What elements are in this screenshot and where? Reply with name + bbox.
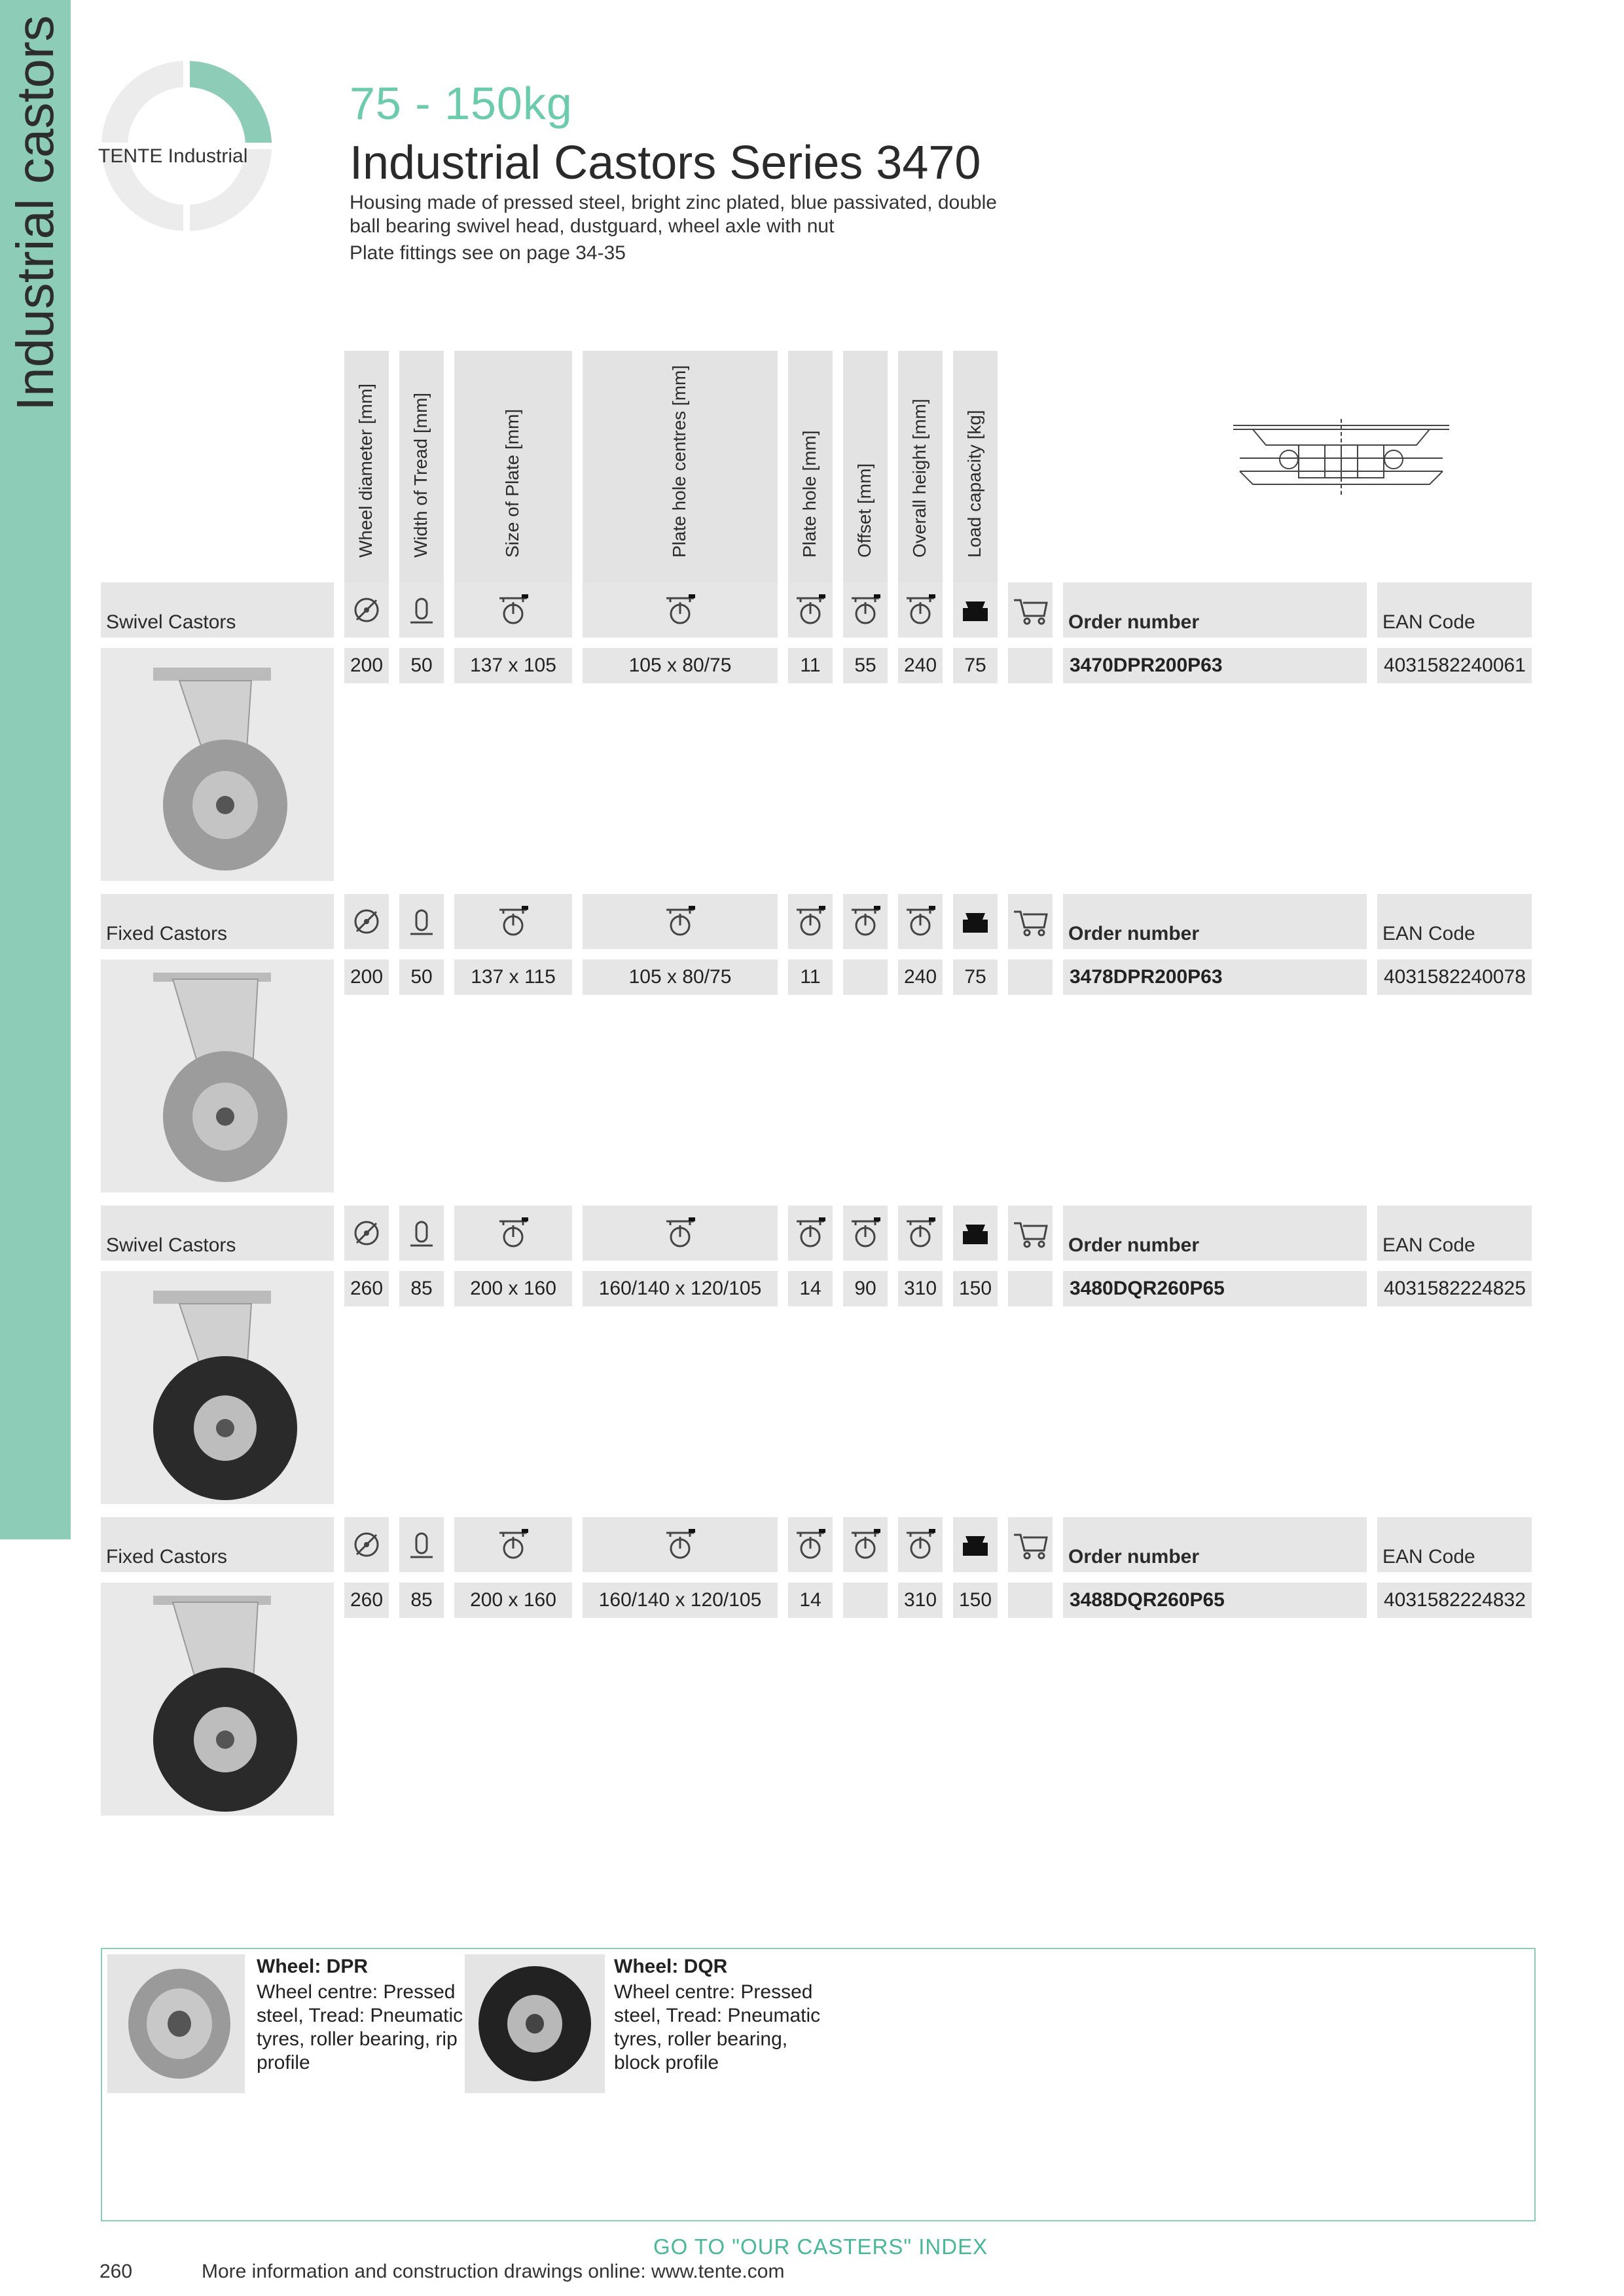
order-number-cell: 3470DPR200P63 — [1063, 648, 1367, 683]
plate-hole-centres-icon — [583, 894, 778, 949]
tread-width-icon — [399, 1517, 444, 1572]
load-capacity-icon — [953, 1206, 998, 1261]
order-number-header: Order number — [1063, 894, 1367, 949]
plate-hole-centres-icon — [583, 1517, 778, 1572]
load-capacity-icon — [953, 583, 998, 637]
table-cell-hole-centres: 105 x 80/75 — [583, 960, 778, 995]
ean-code-cell: 4031582240078 — [1377, 960, 1532, 995]
text-line: block profile — [614, 2052, 719, 2073]
table-cell-plate-hole: 11 — [788, 960, 833, 995]
column-header-plate-hole — [788, 351, 833, 584]
construction-drawing-icon — [1227, 419, 1456, 497]
wheel-diameter-icon — [344, 1517, 389, 1572]
page-number: 260 — [99, 2261, 133, 2282]
product-type-label: Swivel Castors — [101, 583, 334, 637]
column-header-plate-hole-centres — [583, 351, 778, 584]
table-cell-plate-size: 200 x 160 — [454, 1583, 572, 1618]
table-cell-overall-height: 240 — [898, 960, 943, 995]
table-cell-empty — [1008, 648, 1053, 683]
table-cell-overall-height: 310 — [898, 1271, 943, 1306]
trolley-icon — [1008, 583, 1053, 637]
column-label: Wheel diameter [mm] — [355, 383, 376, 558]
order-number-header: Order number — [1063, 583, 1367, 637]
table-cell-tread-width: 50 — [399, 960, 444, 995]
ean-code-header: EAN Code — [1377, 894, 1532, 949]
wheel-dqr-photo — [465, 1954, 605, 2093]
table-cell-offset: 90 — [843, 1271, 888, 1306]
ean-code-cell: 4031582224825 — [1377, 1271, 1532, 1306]
table-cell-plate-hole: 14 — [788, 1271, 833, 1306]
trolley-icon — [1008, 894, 1053, 949]
plate-hole-icon — [788, 894, 833, 949]
plate-size-icon — [454, 894, 572, 949]
offset-icon — [843, 894, 888, 949]
table-cell-tread-width: 50 — [399, 648, 444, 683]
order-number-cell: 3488DQR260P65 — [1063, 1583, 1367, 1618]
ean-code-header: EAN Code — [1377, 583, 1532, 637]
castor-photo — [101, 1583, 334, 1816]
load-capacity-icon — [953, 1517, 998, 1572]
text-line: Wheel centre: Pressed — [257, 1981, 456, 2003]
table-cell-empty — [1008, 960, 1053, 995]
column-label: Offset [mm] — [854, 463, 875, 558]
column-header-wheel-diameter — [344, 351, 389, 584]
table-cell-load-capacity: 75 — [953, 960, 998, 995]
column-label: Overall height [mm] — [909, 399, 929, 558]
table-cell-overall-height: 310 — [898, 1583, 943, 1618]
overall-height-icon — [898, 1517, 943, 1572]
plate-hole-icon — [788, 1206, 833, 1261]
wheel-dqr-title: Wheel: DQR — [614, 1956, 728, 1977]
table-cell-tread-width: 85 — [399, 1583, 444, 1618]
casters-index-link[interactable]: GO TO "OUR CASTERS" INDEX — [653, 2234, 988, 2259]
column-label: Plate hole centres [mm] — [669, 365, 689, 558]
overall-height-icon — [898, 894, 943, 949]
plate-size-icon — [454, 1517, 572, 1572]
table-cell-tread-width: 85 — [399, 1271, 444, 1306]
table-cell-plate-hole: 14 — [788, 1583, 833, 1618]
column-header-overall-height — [898, 351, 943, 584]
castor-photo — [101, 960, 334, 1193]
trolley-icon — [1008, 1517, 1053, 1572]
plate-size-icon — [454, 583, 572, 637]
footer-info: More information and construction drawings online: www.tente.com — [202, 2261, 785, 2282]
table-cell-hole-centres: 105 x 80/75 — [583, 648, 778, 683]
column-label: Plate hole [mm] — [799, 430, 820, 558]
table-cell-plate-size: 137 x 115 — [454, 960, 572, 995]
ean-code-header: EAN Code — [1377, 1206, 1532, 1261]
wheel-diameter-icon — [344, 894, 389, 949]
offset-icon — [843, 583, 888, 637]
plate-hole-centres-icon — [583, 1206, 778, 1261]
column-label: Size of Plate [mm] — [502, 408, 522, 558]
table-cell-offset — [843, 960, 888, 995]
wheel-legend-panel — [101, 1948, 1536, 2221]
tread-width-icon — [399, 583, 444, 637]
table-cell-plate-size: 137 x 105 — [454, 648, 572, 683]
sidebar-title: Industrial castors — [6, 15, 64, 411]
table-cell-offset: 55 — [843, 648, 888, 683]
text-line: steel, Tread: Pneumatic — [257, 2005, 463, 2026]
table-cell-hole-centres: 160/140 x 120/105 — [583, 1271, 778, 1306]
text-line: Wheel centre: Pressed — [614, 1981, 813, 2003]
ean-code-cell: 4031582224832 — [1377, 1583, 1532, 1618]
table-cell-offset — [843, 1583, 888, 1618]
weight-range: 75 - 150kg — [350, 78, 573, 129]
offset-icon — [843, 1206, 888, 1261]
wheel-dqr-description — [614, 1981, 820, 2075]
plate-hole-icon — [788, 1517, 833, 1572]
table-cell-empty — [1008, 1271, 1053, 1306]
wheel-dpr-title: Wheel: DPR — [257, 1956, 369, 1977]
wheel-dpr-description — [257, 1981, 463, 2075]
wheel-diameter-icon — [344, 1206, 389, 1261]
ean-code-header: EAN Code — [1377, 1517, 1532, 1572]
tread-width-icon — [399, 894, 444, 949]
table-cell-load-capacity: 75 — [953, 648, 998, 683]
series-description: Housing made of pressed steel, bright zinc plated, blue passivated, double ball bearing swivel head, dustguard, wheel axle with nut — [350, 192, 997, 237]
text-line: tyres, roller bearing, rip — [257, 2028, 458, 2050]
text-line: tyres, roller bearing, — [614, 2028, 788, 2050]
order-number-header: Order number — [1063, 1206, 1367, 1261]
table-cell-wheel-diameter: 200 — [344, 960, 389, 995]
offset-icon — [843, 1517, 888, 1572]
text-line: profile — [257, 2052, 310, 2073]
wheel-diameter-icon — [344, 583, 389, 637]
table-cell-empty — [1008, 1583, 1053, 1618]
table-cell-plate-hole: 11 — [788, 648, 833, 683]
column-header-offset — [843, 351, 888, 584]
table-cell-wheel-diameter: 260 — [344, 1583, 389, 1618]
plate-hole-icon — [788, 583, 833, 637]
overall-height-icon — [898, 583, 943, 637]
plate-hole-centres-icon — [583, 583, 778, 637]
table-cell-overall-height: 240 — [898, 648, 943, 683]
table-cell-load-capacity: 150 — [953, 1583, 998, 1618]
brand-label: TENTE Industrial — [98, 145, 248, 167]
table-cell-hole-centres: 160/140 x 120/105 — [583, 1583, 778, 1618]
wheel-dpr-photo — [107, 1954, 245, 2093]
order-number-header: Order number — [1063, 1517, 1367, 1572]
table-cell-load-capacity: 150 — [953, 1271, 998, 1306]
column-header-tread-width — [399, 351, 444, 584]
castor-photo — [101, 648, 334, 881]
column-label: Width of Tread [mm] — [410, 392, 431, 558]
castor-photo — [101, 1271, 334, 1504]
column-header-load-capacity — [953, 351, 998, 584]
load-capacity-icon — [953, 894, 998, 949]
table-cell-wheel-diameter: 200 — [344, 648, 389, 683]
ean-code-cell: 4031582240061 — [1377, 648, 1532, 683]
table-cell-plate-size: 200 x 160 — [454, 1271, 572, 1306]
order-number-cell: 3480DQR260P65 — [1063, 1271, 1367, 1306]
plate-size-icon — [454, 1206, 572, 1261]
plate-fittings-note: Plate fittings see on page 34-35 — [350, 242, 626, 264]
page-title: Industrial Castors Series 3470 — [350, 137, 981, 189]
text-line: steel, Tread: Pneumatic — [614, 2005, 821, 2026]
overall-height-icon — [898, 1206, 943, 1261]
product-type-label: Fixed Castors — [101, 894, 334, 949]
product-type-label: Fixed Castors — [101, 1517, 334, 1572]
order-number-cell: 3478DPR200P63 — [1063, 960, 1367, 995]
sidebar-strip — [0, 0, 71, 1539]
tread-width-icon — [399, 1206, 444, 1261]
product-type-label: Swivel Castors — [101, 1206, 334, 1261]
table-cell-wheel-diameter: 260 — [344, 1271, 389, 1306]
column-label: Load capacity [kg] — [964, 410, 984, 558]
trolley-icon — [1008, 1206, 1053, 1261]
column-header-plate-size — [454, 351, 572, 584]
